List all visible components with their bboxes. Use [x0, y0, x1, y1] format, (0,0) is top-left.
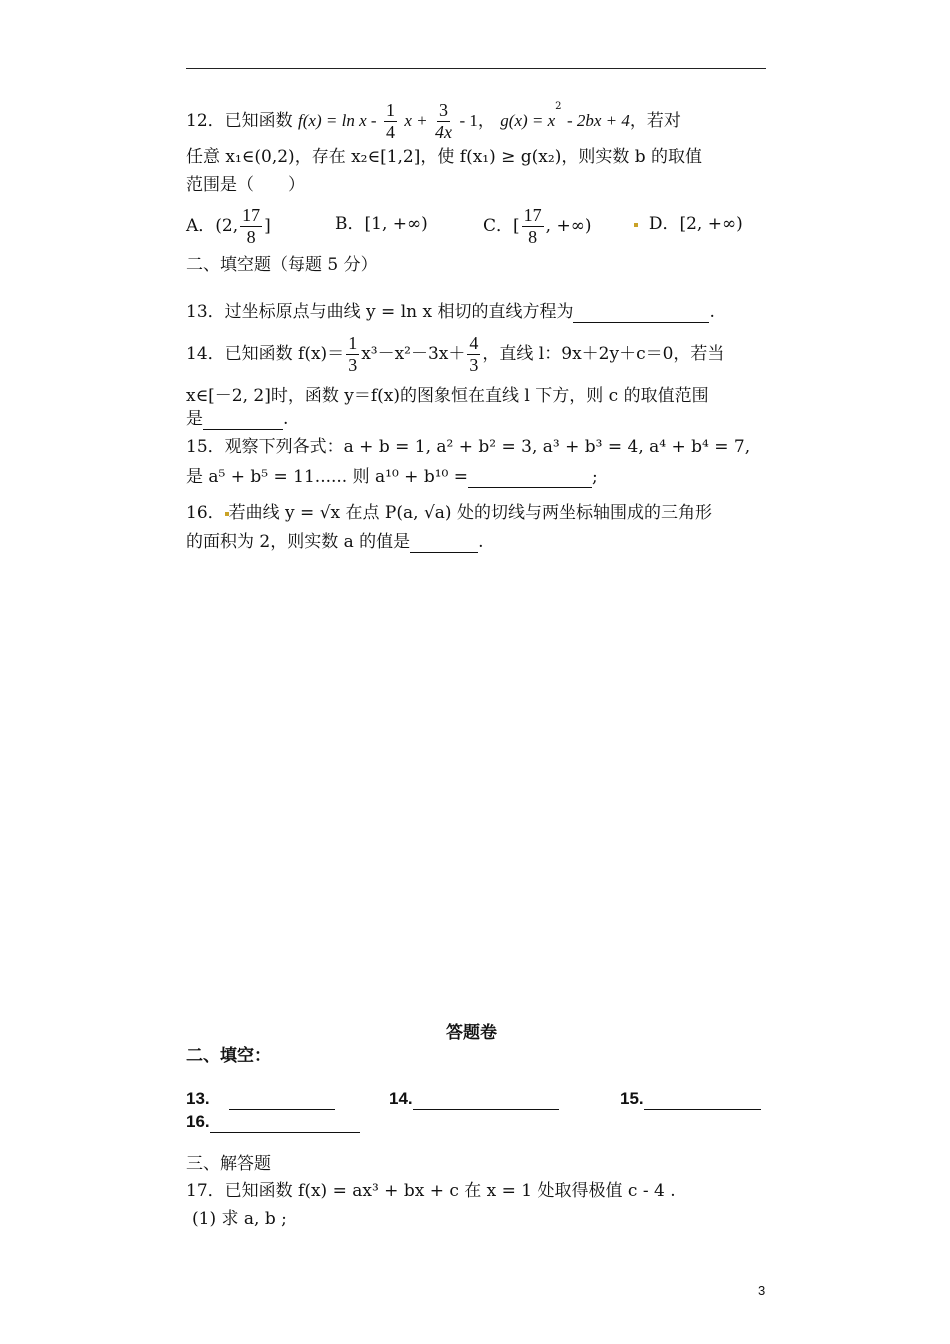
- answer-blank[interactable]: [413, 1093, 559, 1110]
- answer-blank[interactable]: [644, 1093, 761, 1110]
- q15-line1: 15．观察下列各式：a + b = 1, a² + b² = 3, a³ + b³ = 4, a⁴ + b⁴ = 7,: [186, 437, 751, 457]
- q13: 13．过坐标原点与曲线 y = ln x 相切的直线方程为 .: [186, 302, 715, 322]
- q14-line1: 14．已知函数 f(x)＝ $\frac{1}{3}$ x³－x²－3x＋ $\frac{4}{3}$ ，直线 l：9x＋2y＋c＝0，若当: [186, 333, 725, 375]
- q12-option-a: A．(2, $\frac{17}{8}$ ]: [186, 205, 271, 247]
- answer-sheet-title: 答题卷: [446, 1023, 497, 1042]
- answer-15: 15.: [620, 1088, 761, 1110]
- answer-blank: [203, 413, 283, 430]
- q12-line1: 12．已知函数 f(x) = ln x - $\frac{1}{4}$ x + $\frac{3}{4x}$ - 1， $g(x) = x^2 - 2bx + 4$，若对: [186, 100, 681, 142]
- section-3-heading: 三、解答题: [186, 1154, 271, 1174]
- answer-13: 13.: [186, 1088, 335, 1110]
- top-rule: [186, 68, 766, 69]
- answer-blank[interactable]: [210, 1116, 360, 1133]
- answer-sheet-section: 二、填空：: [186, 1046, 271, 1065]
- q14-line2: x∈[－2, 2]时，函数 y＝f(x)的图象恒在直线 l 下方，则 c 的取值范围: [186, 386, 709, 406]
- q12-option-c: C．[ $\frac{17}{8}$ , +∞): [483, 205, 592, 247]
- q12-line2: 任意 x₁∈(0,2)，存在 x₂∈[1,2]，使 f(x₁) ≥ g(x₂)，则实数 b 的取值: [186, 147, 703, 167]
- answer-blank: [468, 471, 592, 488]
- q12-line3: 范围是（ ）: [186, 175, 305, 195]
- q17-line1: 17．已知函数 f(x) = ax³ + bx + c 在 x = 1 处取得极值 c - 4 .: [186, 1181, 676, 1201]
- q12-option-d: D．[2, +∞): [634, 213, 743, 235]
- answer-14: 14.: [389, 1088, 559, 1110]
- q12-frac-3-4x: $\frac{3}{4x}$: [435, 100, 453, 142]
- q16-line2: 的面积为 2，则实数 a 的值是 .: [186, 532, 484, 552]
- q12-frac-1-4: $\frac{1}{4}$: [385, 100, 395, 142]
- answer-blank: [573, 306, 709, 323]
- answer-16: 16.: [186, 1111, 360, 1133]
- answer-blank[interactable]: [229, 1093, 335, 1110]
- q16-line1: 16． 若曲线 y = √x 在点 P(a, √a) 处的切线与两坐标轴围成的三角形: [186, 503, 712, 523]
- q12-option-b: B．[1, +∞): [335, 214, 428, 234]
- answer-blank: [410, 536, 478, 553]
- section-2-heading: 二、填空题（每题 5 分）: [186, 255, 378, 275]
- q17-line2: (1) 求 a, b ;: [192, 1209, 287, 1229]
- marker-dot: [634, 223, 638, 227]
- q15-line2: 是 a⁵ + b⁵ = 11...... 则 a¹⁰ + b¹⁰ = ;: [186, 467, 598, 487]
- page-number: 3: [758, 1283, 766, 1298]
- q14-line3: 是 .: [186, 409, 289, 429]
